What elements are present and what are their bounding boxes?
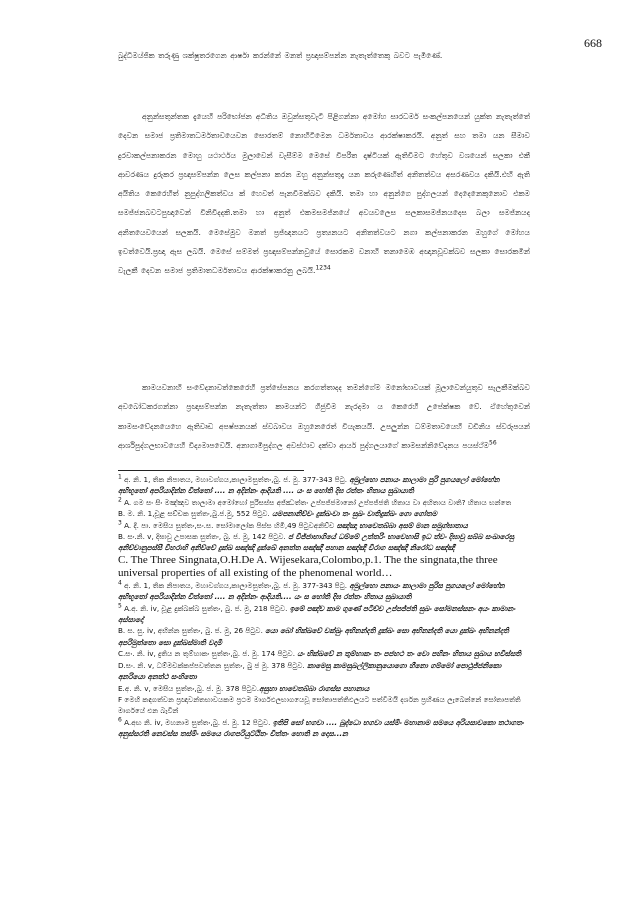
paragraph-text: අනුන්සතුන්තක දැයෙහි පරිභෝජන අධිතිය ඔවුන්සතුවැටී පිළිගන්නා අමෝහ සාරධර්ම සංකල්පනයෙන් යුක්ත නැතැත්තේ දෙවන සමාජ ප්‍රතිමාතධර්මතාවයෙවන සොරතම් නොහිටිමෙන ධර්මතාවය ආරක්ෂාකරයි. අනුත් සහ තමා යන සීමාව දුරවාකල්පනාකරන මොහු යථාර්ථය මුලාවෙන් වැසීම්ම මෙසේ විපරීත දෘෂ්ටියක් ඇතිවීමට හේතුව වශයෙන් සලකා එකී ආවරණය දුරුකර ප්‍රඥාසම්පන්න ලෙස කල්පනා කරන ඔහු අනුන්සතුදෑ යන කරුණෙහිත් අනිතත්වය අසරණවය දකියි.එහි ඇති අයිතිය කෙරෙහිත් නුපුද්ගලිකත්වය ක් හෙවත් පැනවීමක්බව දකියි. තමා හා අනුන්ගෙ පුද්ගලයන් දෙදෙනෙකුනොව එකම සමජ්ජනබවටපුඥාවෙන් විනිවිදදකි.තමා හා අනුත් එකමසමජ්නයේ අවයවලෙස සලකාසමජ්නයදෙස බලා සමජ්නයද අනිතයෙවයෙන් සලකයි. මෙසේමුව මනත් ප්‍රජ්ඥනයට ප්‍රත්‍යනයට අනිතත්වයට නගා කල්පනාකරන ඔහුගේ මෝහය ඉවත්වෙයි.ප්‍රඥා ඇස ලබයි. මෙසේ සම්මත් ප්‍රඥාසම්පන්නවුයේ සොරකම වනාහි තනාමෙඹ අඥානවූවක්බව සලකා සොරකමින් වැලකී දෙවන සමාජ ප්‍රතිමාතධර්මතාවය ආරක්ෂාකරනු ලබයි.: [118, 112, 530, 276]
paragraph-2: [118, 107, 530, 281]
footnote-divider: [118, 470, 304, 471]
footnote: C.සං. නි. iv, දුතිය න තුම්හාකං සුත්තං,බු. ජ. මු. 174 පිටුව. යං භික්ඛවේ න තුම්හාකං තං පජහථ තං වො පහිනං හිතාය සුඛාය භවිස්සති: [118, 649, 522, 659]
footnote-ref[interactable]: 3: [323, 264, 327, 272]
footnote: D.සං. නි. v, ධම්මචක්කප්පවත්තන සුත්තං, බු ජ මු. 378 පිටුව. කාමෙසු කාමසුඛල්ලිකානුයොගො හීනො ගම්මෝ පොථුජ්ජනිකො අනරියො අනත්ථ සංහිතො: [118, 660, 502, 682]
footnote: $^3$ A. දී. පා. මෙසිය සුත්තං,සං.ස. සෝමාලෝක පිස්ස හිමි,49 පිටුවඅනිච්ච සඤ්ඤා භාවෙතබ්බා අසම් මාන සමුග්ඝාතාය: [118, 519, 468, 530]
footnote-ref[interactable]: 6: [492, 439, 497, 447]
footnote: E.අ. නි. v, මෙසිය සුත්තං,බු. ජ. මු. 378 පිටුව.අසුහා භාවෙතබ්බා රාගස්ස පහානාය: [118, 683, 370, 693]
paragraph-3: [118, 378, 530, 455]
footnote: B. ස. සු. iv, අභින්න සුත්තං, බු. ජ. මු, 26 පිටුව. යො බෝ භික්ඛවේ චක්ඛුං අභිනන්දති දුක්ඛං සො අභිනන්දති යො දුක්ඛං අභිනන්දති අපරිමුත්තො සො දුක්ඛස්මාති වදාමි: [118, 626, 509, 647]
page-number: 668: [584, 36, 602, 50]
footnote: $^4$ අ. නි. 1, තික නිපාතය, මහාවග්ගය,කාලාමසුත්තං,බු. ජ. මු. 377-343 පිටු. අමුල්හො පනායං කාලාමා පුරිස පුගයලෝ මෝහේන අභිභූතෝ අපරියාදින්න චිත්තෝ .... න අදින්නං ආදියති.... යං ස හෝති දිඝ රත්තං හිතාය සුඛායාති: [118, 579, 505, 602]
footnote-ref[interactable]: 4: [326, 264, 331, 272]
footnotes: [118, 474, 530, 740]
footnote: B. සං.නි. v, දිඝාවු උපාසක සුත්තං, බු. ජ. මු, 142 පිටුව. ජ විජ්ජාභාගියේ ධම්මේ උත්තරිං භාවෙහාසි ඉධ ත්වං දිඝාවු සබ්බ සංඛාරෙසු අනිච්චානුපස්සී විහරාහි අනිච්චේ දුක්ඛ සඤ්ඤි දුක්ඛේ අනත්ත සඤ්ඤී පහාන සඤ්ඤී විරාග සඤ්ඤී නිරෝධ සඤ්ඤී: [118, 532, 515, 553]
paragraph-1: [118, 46, 530, 65]
footnote: $^5$ A.අ. නි. iv, චූළ දුක්ඛක්ඛ සුත්තං, බු. ජ. මු, 218 පිටුව. ඉමේ පඤ්ච කාම ගුණේ පටිච්ච උප්පජ්ජති සුඛං සෝමනස්සනං අයං කාමානං අස්සාදෝ: [118, 602, 516, 625]
footnote: F මෙහි කඳගත්වන ප්‍රඥාවන්තභාවයකම ප්‍රථම මාර්ගඵලභාගයෙවූ සෝතාපත්තිඵලයට පත්වීමයි දර්ශන ප්‍රහීණය ලැබෙන්නේ සෝතාපත්ති මාර්ගයේ එන බැවින්: [118, 694, 521, 716]
footnote: B. ම. නි. 1,චූළ සච්චක සුත්තං,බු.ජ.මු, 552 පිටුව. යමපනානිච්චං දුක්ඛංවා තං සුඛං වාතිදුක්ඛං ගො ගෝතම: [118, 509, 438, 519]
footnote-ref[interactable]: 5: [489, 439, 493, 447]
footnote: $^2$ A. ගම සං සිං මඤ්ඤව තාලාමා අමෝහෝ පුරිසස්ස අජ්ඣත්තං උප්පජ්ජමානෝ උප්පජ්ජති හිතාය වා අහිතාය වාති? හිතාය භන්තෙ: [118, 496, 512, 507]
footnote-ref[interactable]: 2: [319, 264, 324, 272]
footnote: $^6$ A.අඟ නි. iv, මහනාම සුත්තං,බු. ජ. මු. 12 පිටුව. ඉතිපි සෝ භගවා .... බුද්ධො භගවා යස්මිං මහානාම සමයෙ අරියසාවකො තථාගතං අනුස්සරති නෙවස්ස තස්මිං සමයෙ රාගපරියුට්ඨිතං චිත්තං හොති න දොස...න: [118, 716, 524, 739]
footnote: C. The Three Singnata,O.H.De A. Wijesekara,Colombo,p.1. The the singnata,the three universal properties of all existing of the phenomenal world…: [118, 553, 498, 579]
footnote-ref[interactable]: 1: [315, 264, 320, 272]
paragraph-text: බුද්ධිමය්ජික තරුණු ශක්ෂුතරගෙන ආර්ෂා කරන්නේ මනත් ප්‍රඥාසම්පන්න නැතැත්තෙකු බවට පැමිණේ.: [118, 51, 443, 60]
footnote: $^1$ අ. නි. 1, තික නිපාතය, මහාවග්ගය,කාලාමසුත්තං,බු. ජ. මු. 377-343 පිටු. අමුල්හො පනායං කාලාමා පුරි පුගයලෝ මෝහේන අභිභූතෝ අපරියාදින්න චිත්තෝ .... න අදින්නං ආදියති .... යං ස හෝති දිඝ රත්තං හිතාය සුඛායාති: [118, 473, 500, 496]
paragraph-text: කාමයවනාහි සංවේදනාවත්කෙරෙහි ප්‍රත්සේපනය කරගත්තාදද තමන්ගේම මනෝභාවයක් මූලාවෙන්යුතුව සැලකීමක්බව අවබෝධකරගන්නා ප්‍රඥාසම්පන්න නැතැත්තා කාමයන්ට ගිජුවීම නැරදමා ය කෙරෙහි උපේක්ෂක වේ. ඒහේතුවෙන් කාමසංවේදනයෙහෙ ඇතිවෘඩ අපෂ්පනයක් ස්වබාවය ඔහුනෙරෙත් වියැකයයි. උපලුන්න ධම්මතාවයෙහි වඩිනිය ස්වරූපයන් ආර්ශිපුද්ගලභාවයෙහි විද්‍යමාපවෙයි. අනාගාමිපුද්ගල අවස්ථාව දක්වා ආර්ය පුද්ගලයාගේ කාමසන්නිවේදනය පයස්ථ්ම: [118, 383, 530, 450]
